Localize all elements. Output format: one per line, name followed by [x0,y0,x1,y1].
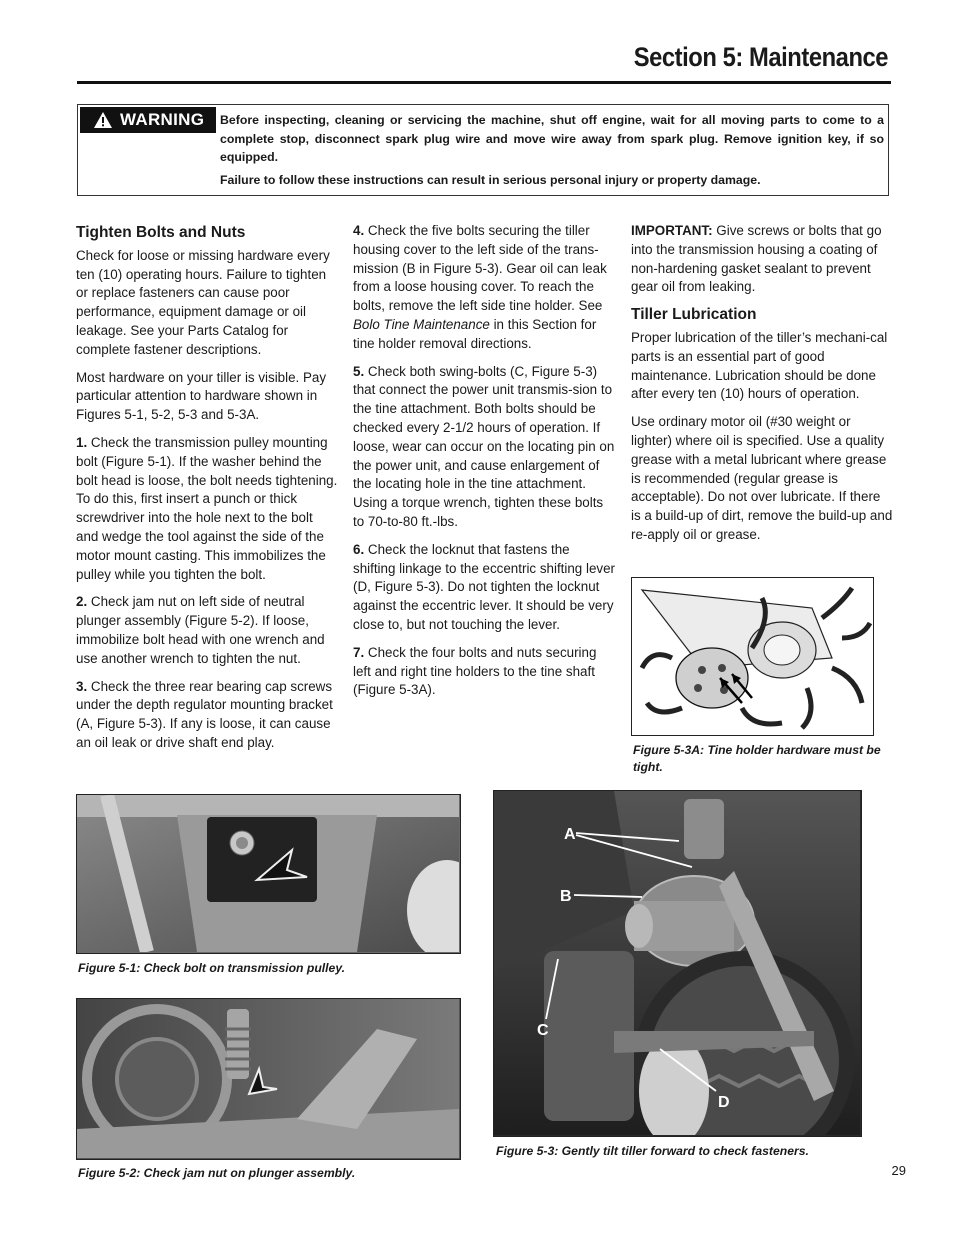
step-5-text: Check both swing-bolts (C, Figure 5-3) that connect the power unit transmis-sion to the tine attachment. Both bolts should be checked every 2-1/2 hours of operation. If loose, wear can occur on the locating pin on the power unit, and cause enlargement of the locating hole in the tine attachment. Using a torque wrench, tighten these bolts to 70-to-80 ft.-lbs. [353,363,615,529]
figure-5-1-caption: Figure 5-1: Check bolt on transmission pulley. [78,961,346,975]
figure-5-3-caption: Figure 5-3: Gently tilt tiller forward to check fasteners. [496,1144,809,1158]
lubrication-oil-grease: Use ordinary motor oil (#30 weight or lighter) where oil is specified. Use a quality grease with a metal lubricant where grease is recommended (regular grease is acceptable). Do not over lubricate. If there is a build-up of dirt, remove the build-up and re-apply oil or grease. [631,414,893,542]
tighten-bolts-heading: Tighten Bolts and Nuts [76,224,246,241]
important-label: IMPORTANT: [631,223,713,238]
warning-badge [80,107,216,133]
step-6 [353,541,615,635]
warning-label: WARNING [120,110,205,129]
step-3 [76,678,338,753]
warning-text [220,111,884,189]
lubrication-intro: Proper lubrication of the tiller’s mechani-cal parts is an essential part of good maintenance. Lubrication should be done after every ten (10) hours of operation. [631,329,888,402]
figure-5-3-image [493,790,862,1137]
step-6-number: 6. [353,541,365,557]
step-5 [353,363,615,532]
callout-label-c: C [537,1022,549,1039]
step-7-text: Check the four bolts and nuts securing left and right tine holders to the tine shaft (Figure 5-3A). [353,644,597,698]
step-6-text: Check the locknut that fastens the shifting linkage to the eccentric shifting lever (D, Figure 5-3). Do not tighten the locknut against the eccentric lever. It should be very close to, but not touching the lever. [353,541,616,632]
warning-instruction: Before inspecting, cleaning or servicing the machine, shut off engine, wait for all moving parts to come to a complete stop, disconnect spark plug wire and move wire away from spark plug. Remove ignition key, if so equipped. [220,113,884,164]
important-text: Give screws or bolts that go into the transmission housing a coating of non-hardening gasket sealant to prevent gear oil from leaking. [631,223,882,295]
step-2 [76,593,338,668]
column-1 [76,224,338,762]
figure-5-1-image [76,794,461,954]
figure-5-2-image [76,998,461,1160]
step-4-text-a: Check the five bolts securing the tiller housing cover to the left side of the trans-mission (B in Figure 5-3). Gear oil can leak from a loose housing cover. To reach the bolts, remove the left side tine holder. See [353,223,607,314]
callout-label-b: B [560,888,572,905]
callout-label-d: D [718,1094,730,1111]
important-note [631,222,893,297]
callout-label-a: A [564,826,576,843]
step-5-number: 5. [353,363,365,379]
step-7 [353,644,615,700]
step-4-number: 4. [353,223,365,238]
figure-5-3a-image [631,577,874,736]
figure-5-3a-caption: Figure 5-3A: Tine holder hardware must be tight. [633,743,881,774]
step-1 [76,434,338,584]
header-rule [77,81,891,84]
column-2 [353,222,615,709]
step-4 [353,222,615,354]
step-3-text: Check the three rear bearing cap screws under the depth regulator mounting bracket (A, Figure 5-3). If any is loose, it can cause an oil leak or drive shaft end play. [76,678,333,750]
tiller-lubrication-heading: Tiller Lubrication [631,306,757,324]
warning-triangle-icon [94,112,112,128]
step-1-number: 1. [76,434,88,450]
page-number: 29 [891,1163,906,1178]
column-3 [631,222,893,554]
warning-consequence: Failure to follow these instructions can result in serious personal injury or property damage. [220,172,761,187]
figure-5-2-caption: Figure 5-2: Check jam nut on plunger assembly. [78,1166,356,1180]
warning-box [77,104,889,196]
tighten-hardware-note: Most hardware on your tiller is visible. Pay particular attention to hardware shown in Figures 5-1, 5-2, 5-3 and 5-3A. [76,369,327,423]
step-7-number: 7. [353,644,365,660]
step-4-reference: Bolo Tine Maintenance [353,316,490,332]
section-title: Section 5: Maintenance [633,42,888,72]
step-2-text: Check jam nut on left side of neutral plunger assembly (Figure 5-2). If loose, immobilize bolt head with one wrench and use another wrench to tighten the nut. [76,594,325,666]
step-3-number: 3. [76,678,88,694]
step-1-text: Check the transmission pulley mounting bolt (Figure 5-1). If the washer behind the bolt head is loose, the bolt needs tightening. To do this, first insert a punch or thick screwdriver into the hole next to the bolt and wedge the tool against the side of the motor mount casting. This immobilizes the pulley while you tighten the bolt. [76,434,338,582]
tighten-intro: Check for loose or missing hardware every ten (10) operating hours. Failure to tighten or replace fasteners can cause poor performance, equipment damage or oil leakage. See your Parts Catalog for complete fastener descriptions. [76,247,330,357]
step-2-number: 2. [76,594,88,610]
step-4-text-b: in this Section for tine holder removal directions. [353,316,597,351]
